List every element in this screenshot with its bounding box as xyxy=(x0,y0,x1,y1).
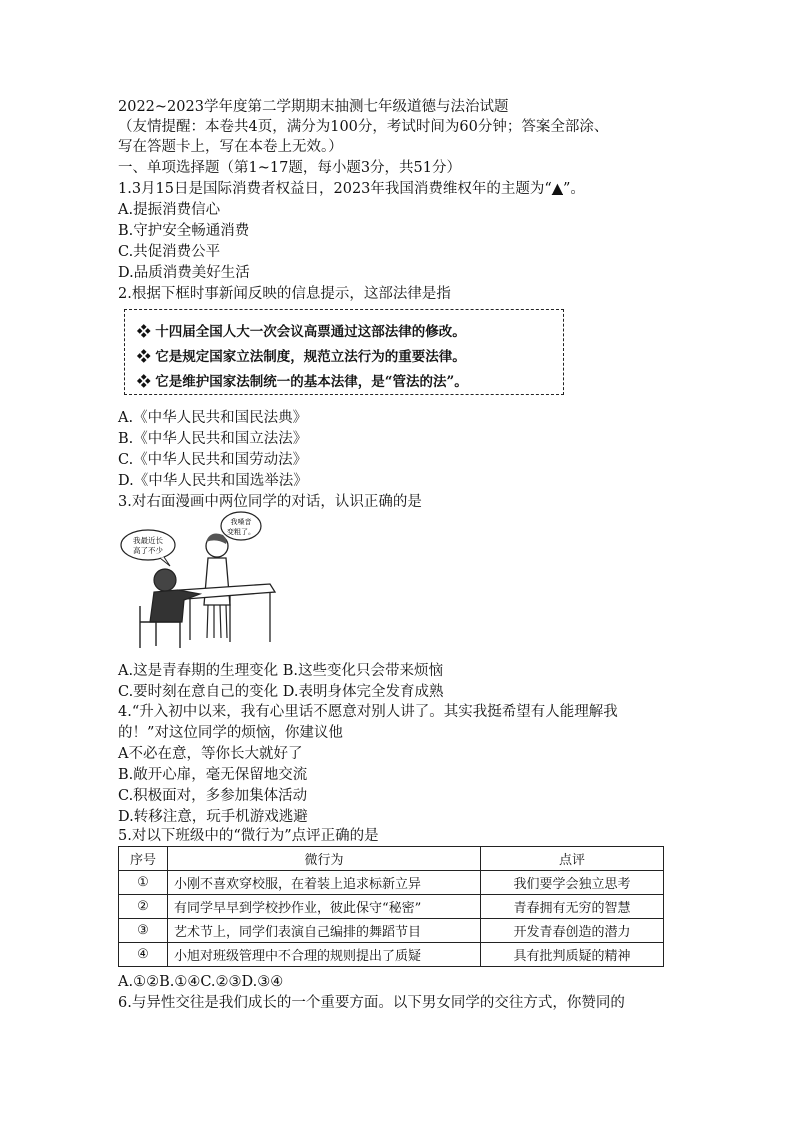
q2-option-a: A.《中华人民共和国民法典》 xyxy=(118,410,308,426)
news-item-3: ❖ 它是维护国家法制统一的基本法律，是“管法的法”。 xyxy=(137,374,468,390)
row-comment: 具有批判质疑的精神 xyxy=(481,943,664,967)
q4-stem-line-2: 的！”对这位同学的烦恼，你建议他 xyxy=(118,725,343,741)
answer-blank-marker: ▲ xyxy=(551,180,563,197)
q2-option-c: C.《中华人民共和国劳动法》 xyxy=(118,452,308,468)
q4-option-d: D.转移注意，玩手机游戏逃避 xyxy=(118,809,308,825)
q1-stem-text: 1.3月15日是国际消费者权益日，2023年我国消费维权年的主题为“ xyxy=(118,181,552,197)
q3-options-row-2: C.要时刻在意自己的变化 D.表明身体完全发育成熟 xyxy=(118,684,444,700)
notice-line-1: （友情提醒：本卷共4页，满分为100分，考试时间为60分钟；答案全部涂、 xyxy=(118,119,609,135)
row-comment: 开发青春创造的潜力 xyxy=(481,919,664,943)
notice-line-2: 写在答题卡上，写在本卷上无效。） xyxy=(118,139,343,155)
bubble-left-line-2: 高了不少 xyxy=(133,546,163,555)
row-comment: 我们要学会独立思考 xyxy=(481,871,664,895)
table-row xyxy=(119,895,664,919)
q5-options: A.①②B.①④C.②③D.③④ xyxy=(118,974,284,990)
q1-stem-end: ”。 xyxy=(562,181,585,197)
desk-legs xyxy=(190,592,270,642)
q1-stem xyxy=(118,179,585,199)
row-behavior: 小刚不喜欢穿校服，在着装上追求标新立异 xyxy=(168,871,481,895)
table-row xyxy=(119,871,664,895)
q3-options-row-1: A.这是青春期的生理变化 B.这些变化只会带来烦恼 xyxy=(118,663,443,679)
q4-stem-line-1: 4.“升入初中以来，我有心里话不愿意对别人讲了。其实我挺希望有人能理解我 xyxy=(118,704,618,720)
row-number: ③ xyxy=(119,919,168,943)
bubble-left-line-1: 我最近长 xyxy=(133,536,163,545)
row-number: ④ xyxy=(119,943,168,967)
row-behavior: 有同学早早到学校抄作业，彼此保守“秘密” xyxy=(168,895,481,919)
news-box xyxy=(124,309,564,395)
section-heading: 一、单项选择题（第1~17题，每小题3分，共51分） xyxy=(118,160,461,176)
q2-option-d: D.《中华人民共和国选举法》 xyxy=(118,473,308,489)
standing-student-body xyxy=(204,558,230,605)
news-item-1: ❖ 十四届全国人大一次会议高票通过这部法律的修改。 xyxy=(137,324,466,340)
bubble-left-tail xyxy=(160,557,170,566)
standing-student-legs xyxy=(207,605,227,638)
q3-stem: 3.对右面漫画中两位同学的对话，认识正确的是 xyxy=(118,494,422,510)
seated-student-head xyxy=(154,569,176,591)
row-behavior: 小旭对班级管理中不合理的规则提出了质疑 xyxy=(168,943,481,967)
header-number: 序号 xyxy=(119,847,168,871)
q2-stem: 2.根据下框时事新闻反映的信息提示，这部法律是指 xyxy=(118,286,451,302)
q4-option-a: A不必在意，等你长大就好了 xyxy=(118,746,303,762)
q4-option-b: B.敞开心扉，毫无保留地交流 xyxy=(118,767,308,783)
bubble-right-line-1: 我嗓音 xyxy=(230,518,252,526)
speech-bubble-left xyxy=(121,530,175,560)
q5-stem: 5.对以下班级中的“微行为”点评正确的是 xyxy=(118,828,379,844)
q6-stem: 6.与异性交往是我们成长的一个重要方面。以下男女同学的交往方式，你赞同的 xyxy=(118,995,625,1011)
row-number: ② xyxy=(119,895,168,919)
micro-behavior-table xyxy=(118,846,664,967)
news-item-2: ❖ 它是规定国家立法制度，规范立法行为的重要法律。 xyxy=(137,349,466,365)
comic-illustration xyxy=(120,510,285,650)
q1-option-b: B.守护安全畅通消费 xyxy=(118,223,250,239)
q1-option-d: D.品质消费美好生活 xyxy=(118,265,250,281)
row-behavior: 艺术节上，同学们表演自己编排的舞蹈节目 xyxy=(168,919,481,943)
q4-option-c: C.积极面对，多参加集体活动 xyxy=(118,788,308,804)
q2-option-b: B.《中华人民共和国立法法》 xyxy=(118,431,308,447)
q1-option-c: C.共促消费公平 xyxy=(118,244,221,260)
table-header-row xyxy=(119,847,664,871)
q1-option-a: A.提振消费信心 xyxy=(118,202,221,218)
table-row xyxy=(119,919,664,943)
row-comment: 青春拥有无穷的智慧 xyxy=(481,895,664,919)
row-number: ① xyxy=(119,871,168,895)
seated-student-body xyxy=(150,590,200,622)
bubble-right-line-2: 变粗了。 xyxy=(227,528,255,536)
header-behavior: 微行为 xyxy=(168,847,481,871)
table-row xyxy=(119,943,664,967)
header-comment: 点评 xyxy=(481,847,664,871)
exam-title: 2022~2023学年度第二学期期末抽测七年级道德与法治试题 xyxy=(118,99,509,115)
